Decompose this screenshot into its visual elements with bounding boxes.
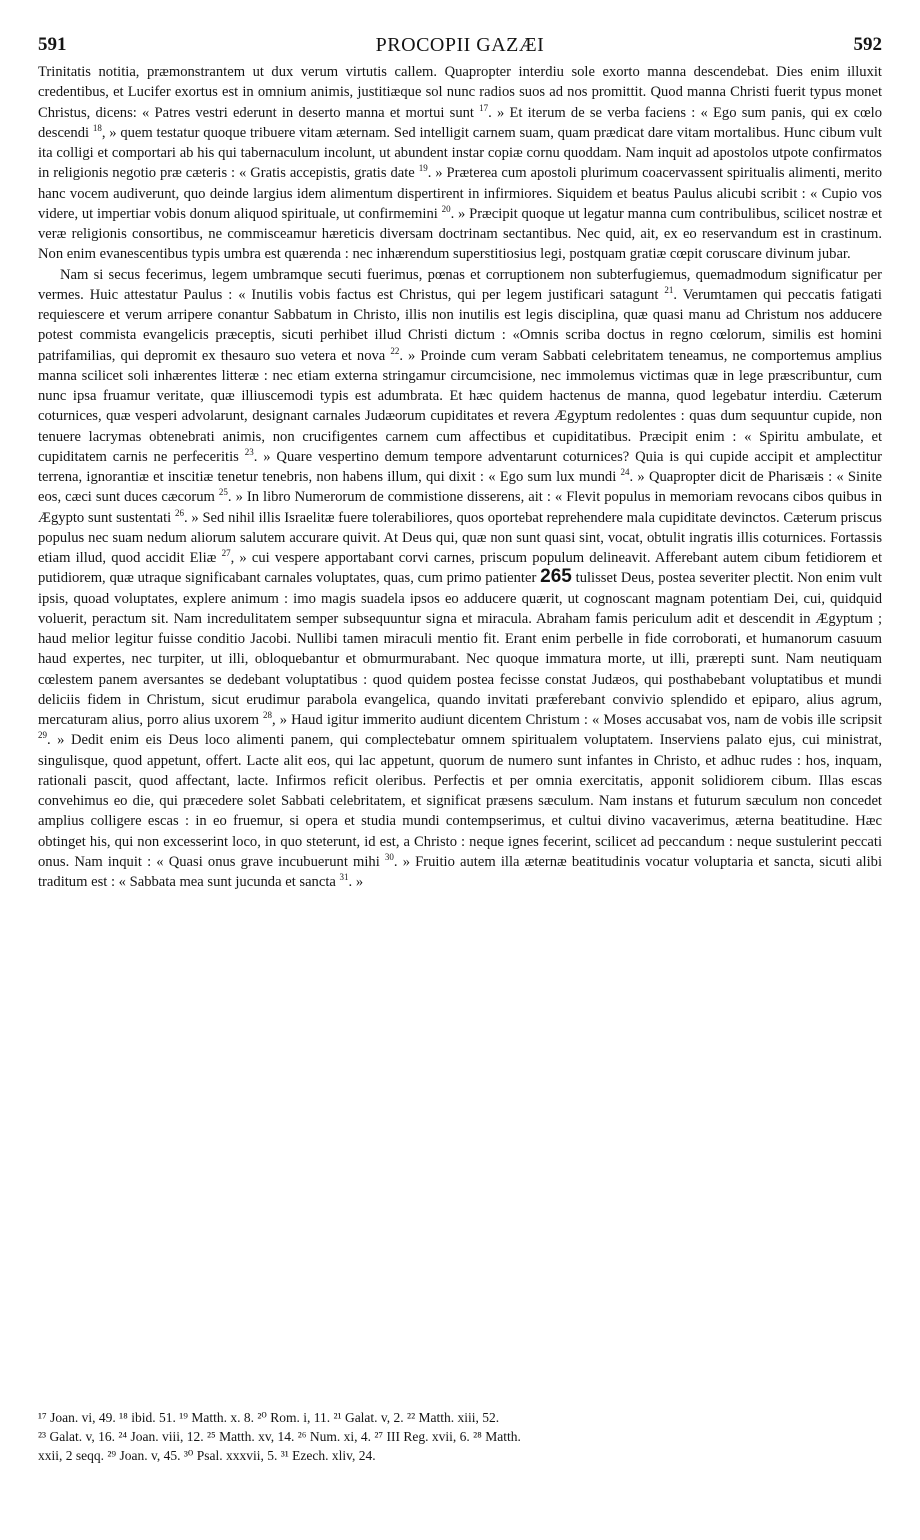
- footnote-ref-29: 29: [38, 730, 47, 741]
- footnote-ref-26: 26: [174, 507, 184, 518]
- text-segment: . » Et iterum de se verba faciens : « Ego sum panis, qui ex cœlo descendi: [38, 104, 882, 141]
- footnote-ref-18: 18: [92, 122, 102, 133]
- footnote-line: xxii, 2 seqq. ²⁹ Joan. v, 45. ³⁰ Psal. xxxvii, 5. ³¹ Ezech. xliv, 24.: [38, 1448, 376, 1463]
- text-segment: . » Quapropter dicit de Pharisæis : « Sinite eos, cæci sunt duces cæcorum: [38, 469, 882, 506]
- text-segment: . » Quare vespertino demum tempore adventarunt coturnices? Quia is qui cupide accipit et amplectitur terrena, ignorantiæ et inscitiæ tenetur tenebris, non habens illum, qui dixit : « Ego sum lux mundi: [38, 448, 882, 485]
- text-segment: . » Præcipit quoque ut legatur manna cum contribulibus, scilicet nostræ et veræ religionis consortibus, ne commisceamur hæreticis diversam doctrinam sectantibus. Nec quid, ait, ex eo reservandum est in crastinum. Non enim evanescentibus typis umbra est quærenda : nec inhærendum superstitiosius legi, postquam gratiæ cœpit coruscare divinum jubar.: [38, 205, 882, 263]
- footnote-ref-21: 21: [664, 284, 674, 295]
- column-number-left: 591: [38, 34, 67, 55]
- page-header: [38, 34, 882, 64]
- footnote-ref-22: 22: [390, 345, 400, 356]
- footnote-ref-25: 25: [218, 487, 228, 498]
- text-segment: Nam si secus fecerimus, legem umbramque secuti fuerimus, pœnas et corruptionem non subterfugiemus, quemadmodum significatur per vermes. Huic attestatur Paulus : « Inutilis vobis factus est Christus, qui per legem justificari satagunt: [38, 266, 882, 303]
- text-segment: . Verumtamen qui peccatis fatigati requiescere et verum arripere conantur Sabbatum in Christo, illis non inutilis est legis disciplina, quæ quasi manu ad Christum nos adducere potest commista evangelicis præceptis, sicuti perhibet illud Christi dictum : «Omnis scriba doctus in regno cœlorum, similis est homini patrifamilias, qui depromit ex thesauro suo vetera et nova: [38, 286, 882, 364]
- footnote-ref-27: 27: [221, 548, 231, 559]
- main-text: [38, 62, 882, 892]
- text-segment: . » Proinde cum veram Sabbati celebritatem teneamus, ne comportemus amplius manna scilicet soli inhærentes litteræ : nec etiam externa stringamur circumcisione, nec immolemus victimas quæ in lege præscribuntur, cum nunc ipsa fruamur veritate, quæ illiuscemodi typis est adumbrata. Et hæc quidem hactenus de manna, quod legebatur interdiu. Cæterum coturnices, quæ vesperi advolarunt, designant carnales Judæorum cupiditates et revera Ægyptum redolentes : quas dum sequuntur cupide, non tenuere lacrymas obtenebrati animis, non crucifigentes carnem cum affectibus et cupiditatibus. Præcipit enim : « Spiritu ambulate, et cupiditatem carnis ne perfeceritis: [38, 347, 882, 465]
- text-segment: Trinitatis notitia, præmonstrantem ut dux verum virtutis callem. Quapropter interdiu sole exorto manna descendebat. Dies enim illuxit credentibus, et Lucifer exortus est in omnium animis, justitiæque sol nunc radios suos ad nos promittit. Quod manna Christi fuerit typus monet Christus, dicens: « Patres vestri ederunt in deserto manna et mortui sunt: [38, 64, 882, 121]
- footnote-ref-24: 24: [620, 467, 630, 478]
- text-segment: . »: [348, 874, 364, 890]
- footnote-ref-31: 31: [339, 872, 349, 883]
- footnote-ref-30: 30: [384, 851, 394, 862]
- column-number-right: 592: [853, 34, 882, 55]
- text-segment: . » In libro Numerorum de commistione disserens, ait : « Flevit populus in memoriam revocans cibos quibus in Ægypto sunt sustentati: [38, 489, 882, 526]
- footnote-ref-19: 19: [418, 163, 428, 174]
- text-segment: , » quem testatur quoque tribuere vitam æternam. Sed intelligit carnem suam, quam prædicat dare vitam mortalibus. Hunc cibum vult ita colligi et comportari ab his qui tabernaculum incolunt, ut abundent instar copiæ cornu quoddam. Nam inquit ad apostolos utpote confirmatos in religionis negotio præ cæteris : « Gratis accepistis, gratis date: [38, 124, 882, 182]
- footnote-ref-28: 28: [263, 710, 273, 721]
- footnote-line: ¹⁷ Joan. vi, 49. ¹⁸ ibid. 51. ¹⁹ Matth. x. 8. ²⁰ Rom. i, 11. ²¹ Galat. v, 2. ²² Matth. xiii, 52.: [38, 1410, 500, 1425]
- text-segment: , » cui vespere apportabant corvi carnes, priscum populum delineavit. Afferebant autem cibum fetidiorem et putidiorem, quæ utraque significabant carnales voluptates, quas, cum primo patienter: [38, 550, 882, 587]
- footnote-line: ²³ Galat. v, 16. ²⁴ Joan. viii, 12. ²⁵ Matth. xv, 14. ²⁶ Num. xi, 4. ²⁷ III Reg. xvii, 6. ²⁸ Matth.: [38, 1429, 521, 1444]
- marginal-column-number: 265: [540, 566, 572, 588]
- paragraph-1: [38, 62, 882, 265]
- footnotes: [38, 1408, 882, 1465]
- text-segment: . » Præterea cum apostoli plurimum coacervassent spiritualis alimenti, merito hanc vocem audiverunt, quo deinde largius idem alimentum dispertirent in infirmiores. Siquidem et beatus Paulus alicubi scribit : « Cupio vos videre, ut impertiar vobis donum aliquod spirituale, ut confirmemini: [38, 165, 882, 222]
- footnote-ref-20: 20: [441, 203, 451, 214]
- footnote-ref-17: 17: [479, 102, 489, 113]
- footnote-ref-23: 23: [244, 446, 254, 457]
- paragraph-2: [38, 265, 882, 893]
- text-segment: . » Fruitio autem illa æternæ beatitudinis vocatur voluptaria et sancta, sicuti alibi traditum est : « Sabbata mea sunt jucunda et sancta: [38, 853, 882, 890]
- text-segment: , » Haud igitur immerito audiunt dicentem Christum : « Moses accusabat vos, nam de vobis ille scripsit: [272, 712, 882, 728]
- text-segment: . » Dedit enim eis Deus loco alimenti panem, qui complectebatur omnem spiritualem voluptatem. Inserviens palato ejus, cui ministrat, singulisque, quod appetunt, offert. Lacte alit eos, qui lac appetunt, quorum de numero sunt infantes in Christo, et adhuc rudes : hos, inquam, rationali pascit, quod affectant, lacte. Infirmos reficit oleribus. Perfectis et per omnia exercitatis, apponit solidiorem cibum. Illas escas convehimus eo die, qui præcedere solet Sabbati celebritatem, et significat præsens sæculum. Nam instans et futurum sæculum non concedet amplius colligere escas : in eo fruemur, si opera et studia mundi contempserimus, et cultui divino vacaverimus, æterna beatitudine. Hæc obtinget his, qui non excesserint loco, in quo steterunt, id est, a Christo : neque ignes fecerint, scilicet ad peccandum : neque sustulerint peccati onus. Nam inquit : « Quasi onus grave incubuerunt mihi: [38, 732, 882, 870]
- text-segment: tulisset Deus, postea severiter plectit. Non enim vult ipsis, quoad voluptates, explere animum : imo magis suadela ipsos eo adducere quærit, ut cognoscant magnam potentiam Dei, cui, quidquid voluerit, peractum sit. Nam incredulitatem semper subsequuntur signa et miracula. Abraham famis periculum adit et descendit in Ægyptum ; haud melior legitur fuisse conditio Jacobi. Nullibi tamen miraculi mentio fit. Erant enim perbelle in fide corroborati, et humanorum casuum haud expertes, nec turpiter, ut illi, obloquebantur et obmurmurabant. Nec quoque immatura morte, ut illi, prærepti sunt. Nam neutiquam cœlestem panem aversantes se dedebant voluptatibus : quod quidem postea fecisse constat Judæos, qui posthabebant voluptatibus et mundi deliciis fidem in Christum, sicut erudimur parabola evangelica, quando invitati præferebant convivio splendido et epiparo, alius agrum, mercaturam alius, porro alius uxorem: [38, 570, 882, 728]
- text-segment: . » Sed nihil illis Israelitæ fuere tolerabiliores, quos oportebat reprehendere mala cupiditate devinctos. Cæterum priscus populus nec suam nedum aliorum salutem accurare quivit. At Deus qui, quæ non sunt quasi sint, vocat, obtulit ingratis illis coturnices. Fortassis etiam illud, quod accidit Eliæ: [38, 509, 882, 566]
- running-title: PROCOPII GAZÆI: [375, 34, 545, 56]
